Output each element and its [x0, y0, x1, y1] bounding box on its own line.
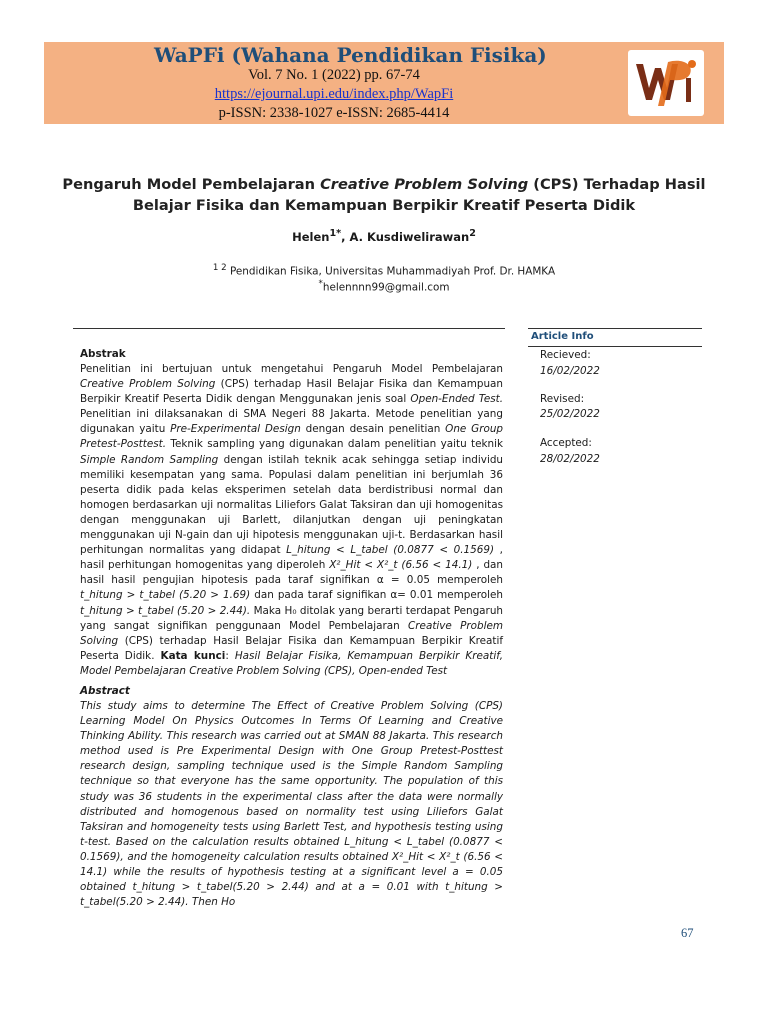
accepted-label: Accepted: [540, 437, 592, 449]
abstrak-heading: Abstrak [80, 348, 126, 360]
revised-date: 25/02/2022 [540, 408, 600, 420]
authors: Helen$^{1*}$, A. Kusdiwelirawan$^2$ [292, 228, 476, 244]
abstract-heading: Abstract [80, 685, 130, 697]
abstrak-body: Penelitian ini bertujuan untuk mengetahui Pengaruh Model Pembelajaran Creative Problem Solving (CPS) terhadap Hasil Belajar Fisika dan Kemampuan Berpikir Kreatif Peserta Didik dengan Menggunakan jenis soal Open-Ended Test. Penelitian ini dilaksanakan di SMA Negeri 88 Jakarta. Metode penelitian yang digunakan yaitu Pre-Experimental Design dengan desain penelitian One Group Pretest-Posttest. Teknik sampling yang digunakan dalam penelitian yaitu teknik Simple Random Sampling dengan istilah teknik acak sehingga setiap individu memiliki kesempatan yang sama. Populasi dalam penelitian ini berjumlah 36 peserta didik pada kelas eksperimen setelah data berdistribusi normal dan homogen berdasarkan uji normalitas Liliefors Galat Taksiran dan uji homogenitas dengan menggunakan uji Barlett, dilanjutkan dengan uji peningkatan menggunakan uji N-gain dan uji hipotesis menggunakan uji-t. Berdasarkan hasil perhitungan normalitas yang didapat L_hitung < L_tabel (0.0877 < 0.1569) , hasil perhitungan homogenitas yang diperoleh X²_Hit < X²_t (6.56 < 14.1) , dan hasil hasil pengujian hipotesis pada taraf signifikan α = 0.05 memperoleh t_hitung > t_tabel (5.20 > 1.69) dan pada taraf signifikan α= 0.01 memperoleh t_hitung > t_tabel (5.20 > 2.44). Maka H₀ ditolak yang berarti terdapat Pengaruh yang sangat signifikan penggunaan Model Pembelajaran Creative Problem Solving (CPS) terhadap Hasil Belajar Fisika dan Kemampuan Berpikir Kreatif Peserta Didik. Kata kunci: Hasil Belajar Fisika, Kemampuan Berpikir Kreatif, Model Pembelajaran Creative Problem Solving (CPS), Open-ended Test [80, 363, 504, 677]
received-label: Recieved: [540, 349, 591, 361]
affiliation: $^{1 2}$ Pendidikan Fisika, Universitas Muhammadiyah Prof. Dr. HAMKA [212, 263, 556, 278]
article-title: Pengaruh Model Pembelajaran Creative Problem Solving (CPS) Terhadap Hasil Belajar Fisika dan Kemampuan Berpikir Kreatif Peserta Didik [62, 176, 706, 214]
divider [73, 328, 505, 329]
journal-header [44, 42, 724, 124]
abstract-body: This study aims to determine The Effect of Creative Problem Solving (CPS) Learning Model On Physics Outcomes In Terms Of Learning and Creative Thinking Ability. This research was carried out at SMAN 88 Jakarta. This research method used is Pre Experimental Design with One Group Pretest-Posttest research design, sampling technique used is the Simple Random Sampling technique so that everyone has the same opportunity. The population of this study was 36 students in the experimental class after the data were normally distributed and homogenous based on normality test using Liliefors Galat Taksiran and homogeneity tests using Barlett Test, and hypothesis testing using t-test. Based on the calculation results obtained L_hitung < L_tabel (0.0877 < 0.1569), and the homogeneity calculation results obtained X²_Hit < X²_t (6.56 < 14.1) while the results of hypothesis testing at a significant level a = 0.05 obtained t_hitung > t_tabel(5.20 > 2.44) and at a = 0.01 with t_hitung > t_tabel(5.20 > 2.44). Then Ho [80, 700, 504, 909]
divider [528, 328, 702, 329]
divider [528, 346, 702, 347]
article-info-heading: Article Info [531, 331, 594, 342]
received-date: 16/02/2022 [540, 365, 600, 377]
journal-url-link[interactable]: https://ejournal.upi.edu/index.php/WapFi [214, 86, 454, 102]
wapfi-logo-icon [628, 50, 704, 116]
corresponding-email: *helennnn99@gmail.com [318, 279, 450, 294]
journal-title: WaPFi (Wahana Pendidikan Fisika) [154, 43, 547, 67]
issn-line: p-ISSN: 2338-1027 e-ISSN: 2685-4414 [218, 105, 450, 121]
volume-line: Vol. 7 No. 1 (2022) pp. 67-74 [248, 67, 420, 83]
revised-label: Revised: [540, 393, 585, 405]
accepted-date: 28/02/2022 [540, 453, 600, 465]
page-number: 67 [681, 926, 694, 940]
